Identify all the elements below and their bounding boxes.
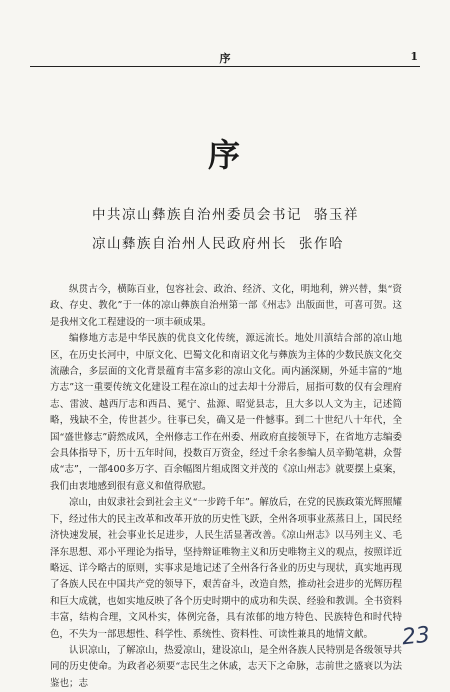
handwritten-note: 23 (400, 622, 432, 651)
author-line-1 (92, 203, 392, 223)
author-position: 中共凉山彝族自治州委员会书记 (92, 207, 302, 223)
page-title: 序 (207, 136, 242, 174)
paragraph: 纵贯古今，横陈百业，包容社会、政治、经济、文化，明地利，辨兴替，集“资政、存史、教化”于一体的凉山彝族自治州第一部《州志》出版面世，可喜可贺。这是我州文化工程建设的一项丰硕成果。 (50, 284, 402, 328)
paragraph: 凉山，由奴隶社会到社会主义“一步跨千年”。解放后，在党的民族政策光辉照耀下，经过伟大的民主改革和改革开放的历史性飞跃，全州各项事业蒸蒸日上，国民经济快速发展，社会事业长足进步，人民生活显著改善。《凉山州志》以马列主义、毛泽东思想、邓小平理论为指导，坚持辩证唯物主义和历史唯物主义的观点，按照详近略远、详今略古的原则，实事求是地记述了全州各行各业的历史与现状，真实地再现了各族人民在中国共产党的领导下，艰苦奋斗，改造自然，推动社会进步的光辉历程和巨大成就，也如实地反映了各个历史时期中的成功和失误、经验和教训。全书资料丰富，结构合理，文风朴实，体例完备，具有浓郁的地方特色、民族特色和时代特色，不失为一部思想性、科学性、系统性、资料性、可读性兼具的地情文献。 (50, 497, 402, 640)
running-header (30, 50, 420, 67)
paragraph: 编修地方志是中华民族的优良文化传统，源远流长。地处川滇结合部的凉山地区，在历史长河中，中原文化、巴蜀文化和南诏文化与彝族为主体的少数民族文化交流融合，多层面的文化背景蕴育丰富多彩的凉山文化。両内涵深厕，外延丰富的“地方志”这一重要传统文化建设工程在凉山的过去却十分滞后，屈指可数的仅有会理府志、雷波、越西厅志和西昌、冕宁、盐源、昭觉县志，且大多以人文为主，记述简略，残缺不全，传世甚少。往事已矣，确又是一件憾事。到二十世纪八十年代，全国“盛世修志”蔚然成风，全州修志工作在州委、州政府直接领导下，在省地方志编委会具体指导下，历十五年时间，投数百万资金，经过千余名参编人员辛勤笔耕，众誓成“志”，一部400多万字、百余幅图片组成图文并茂的《凉山州志》就要摆上桌案，我们由衷地感到很有意义和值得欣慰。 (50, 333, 402, 492)
author-line-2 (92, 232, 392, 252)
author-position: 凉山彝族自治州人民政府州长 (92, 236, 287, 252)
running-header-title: 序 (219, 52, 231, 65)
paragraph: 认识凉山，了解凉山，热爱凉山，建设凉山，是全州各族人民特别是各级领导共同的历史使命。为政者必须要“志民生之休戚，志天下之命脉，志前世之盛衰以为法鉴也；志 (50, 644, 402, 689)
body-text (50, 282, 402, 692)
page-number: 1 (410, 50, 418, 63)
author-name: 张作哈 (299, 236, 344, 252)
author-name: 骆玉祥 (314, 207, 359, 223)
